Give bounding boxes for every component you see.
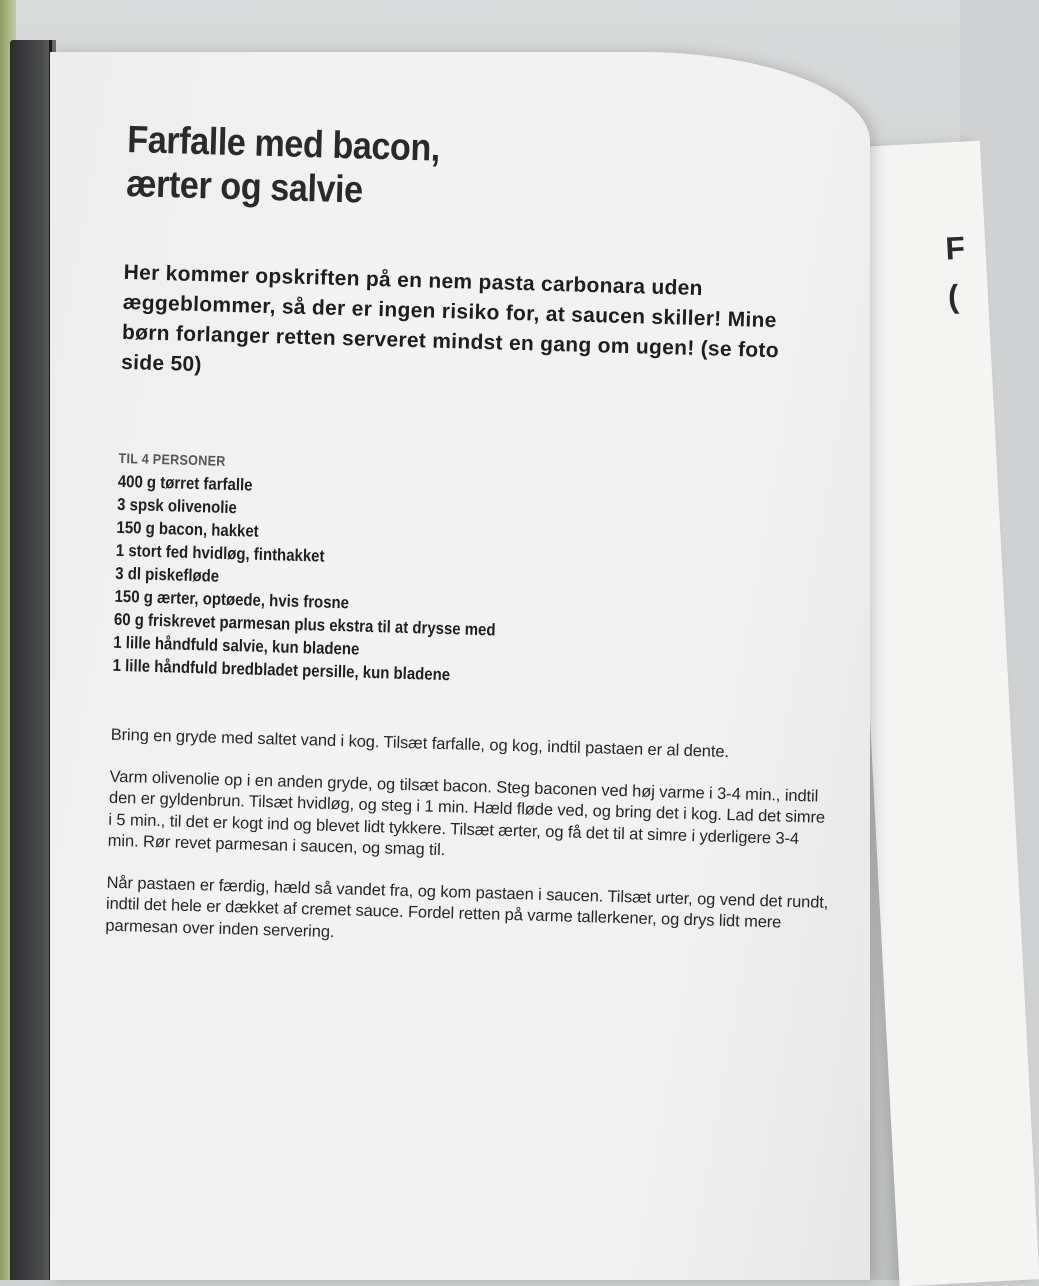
ingredients-section	[112, 450, 848, 697]
recipe-title	[126, 118, 506, 217]
servings-label: TIL 4 PERSONER	[118, 449, 226, 469]
facing-page-text: F	[944, 229, 966, 267]
recipe-page	[50, 52, 870, 1280]
ingredient-item: 3 dl piskefløde	[115, 563, 220, 586]
ingredient-item: 1 lille håndfuld salvie, kun bladene	[113, 632, 360, 659]
recipe-intro: Her kommer opskriften på en nem pasta carbonara uden æggeblommer, så der er ingen risiko for, at saucen skiller! Mine børn forlanger retten serveret mindst en gang om ugen! (se foto side 50)	[120, 260, 780, 377]
ingredient-item: 400 g tørret farfalle	[117, 471, 253, 495]
recipe-content	[105, 118, 858, 977]
recipe-title-line: Farfalle med bacon,	[126, 118, 441, 170]
recipe-title-line: ærter og salvie	[125, 162, 364, 212]
method-step: Varm olivenolie op i en anden gryde, og tilsæt bacon. Steg baconen ved høj varme i 3-4 min., indtil den er gyldenbrun. Tilsæt hvidløg, og steg i 1 min. Hæld fløde ved, og bring det i kog. Lad det simre i 5 min., til det er kogt ind og blevet lidt tykkere. Tilsæt ærter, og få det til at simre i yderligere 3-4 min. Rør revet parmesan i saucen, og smag til.	[107, 767, 826, 860]
method-step: Når pastaen er færdig, hæld så vandet fra, og kom pastaen i saucen. Tilsæt urter, og vend det rundt, indtil det hele er dækket af cremet sauce. Fordel retten på varme tallerkener, og drys lidt mere parmesan over inden servering.	[105, 873, 829, 941]
method-step: Bring en gryde med saltet vand i kog. Tilsæt farfalle, og kog, indtil pastaen er al dente.	[110, 725, 730, 762]
ingredient-list	[112, 470, 847, 697]
ingredient-item: 60 g friskrevet parmesan plus ekstra til at drysse med	[113, 609, 496, 640]
ingredient-item: 1 stort fed hvidløg, finthakket	[115, 540, 325, 566]
ingredient-item: 150 g bacon, hakket	[116, 517, 259, 541]
method-section	[105, 725, 833, 957]
ingredient-item: 150 g ærter, optøede, hvis frosne	[114, 586, 350, 613]
facing-page-text: (	[946, 278, 960, 315]
ingredient-item: 3 spsk olivenolie	[116, 494, 238, 518]
ingredient-item: 1 lille håndfuld bredbladet persille, kun bladene	[112, 655, 451, 685]
